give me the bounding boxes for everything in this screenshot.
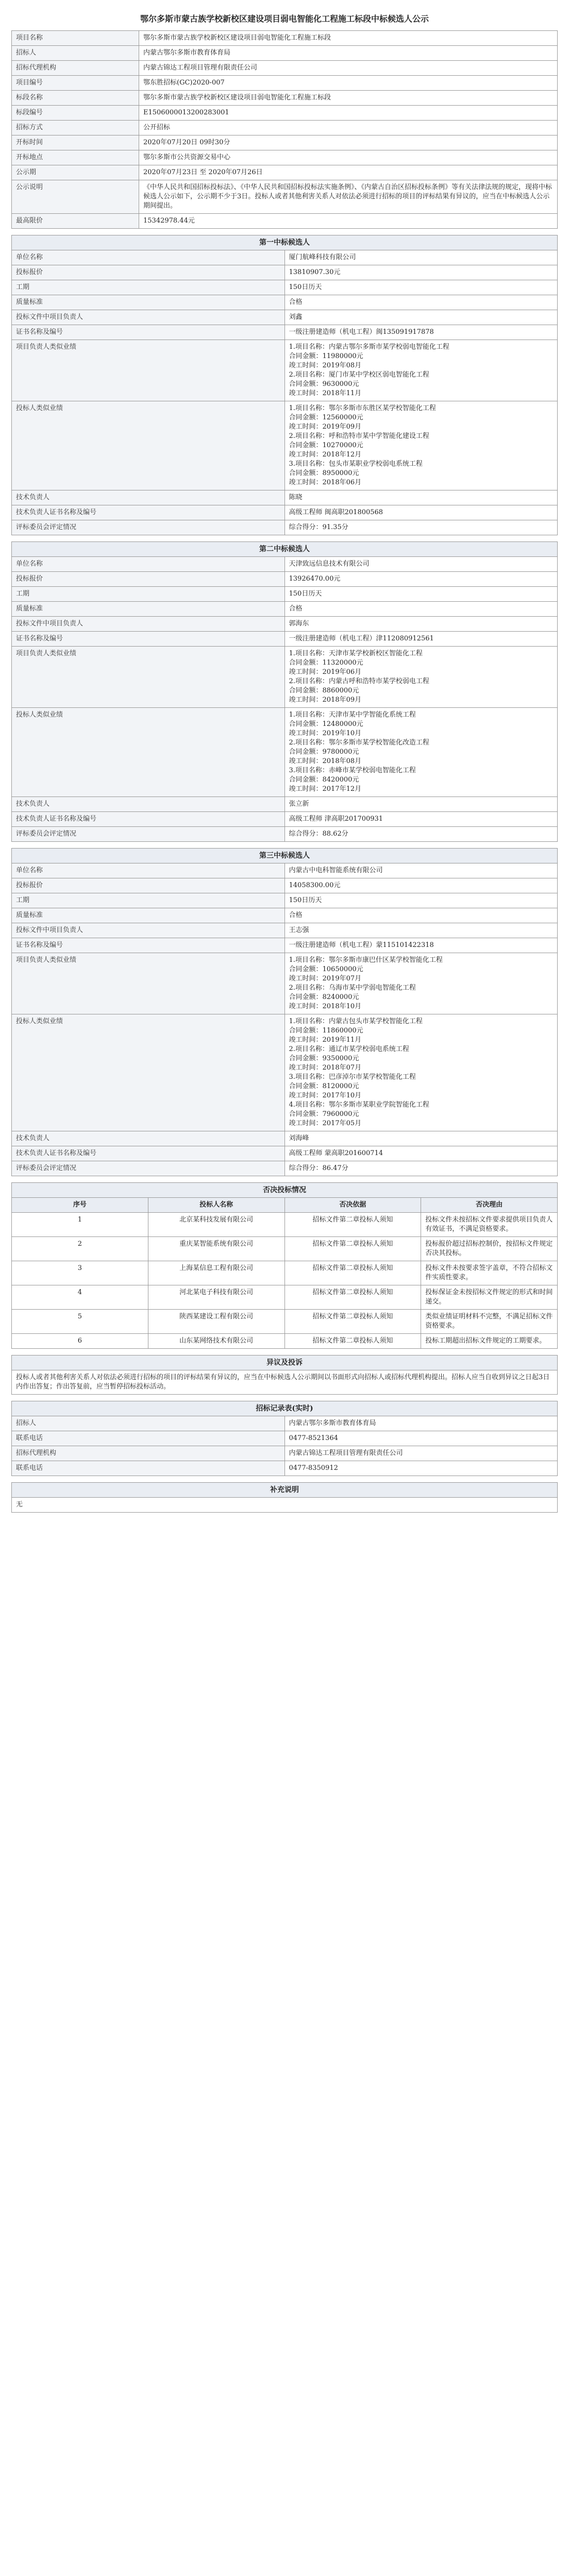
candidate-field-row: [12, 401, 558, 490]
candidate-field-label: 投标人类似业绩: [12, 1014, 285, 1131]
project-field-value: E1506000013200283001: [139, 106, 558, 121]
candidate-field-row: [12, 310, 558, 325]
candidate-field-row: [12, 1146, 558, 1161]
contact-field-value: 内蒙古锦达工程项目管理有限责任公司: [284, 1446, 558, 1461]
contact-field-label: 招标人: [12, 1416, 285, 1431]
candidate-field-value: 内蒙古中电科智能系统有限公司: [284, 863, 558, 878]
candidate-field-row: [12, 1161, 558, 1176]
candidate-field-label: 评标委员会评定情况: [12, 1161, 285, 1176]
rejected-reason: 投标文件未按招标文件要求提供项目负责人有效证书，不满足资格要求。: [421, 1213, 558, 1237]
candidate-field-value: 150日历天: [284, 587, 558, 602]
rejected-no: 1: [12, 1213, 148, 1237]
candidate-field-value: 1.项目名称：内蒙古鄂尔多斯市某学校弱电智能化工程 合同金额：11980000元 竣工时间：2019年08月 2.项目名称：厦门市某中学校区弱电智能化工程 合同金额：9630000元 竣工时间：2018年11月: [284, 340, 558, 401]
candidate-field-row: [12, 938, 558, 953]
footer-table: [11, 1482, 558, 1513]
rejected-no: 6: [12, 1334, 148, 1349]
rejected-name: 上海某信息工程有限公司: [148, 1261, 284, 1285]
candidate-heading: 第三中标候选人: [12, 849, 558, 863]
candidate-field-value: 一级注册建造师（机电工程）闽135091917878: [284, 325, 558, 340]
contact-field-row: [12, 1431, 558, 1446]
candidate-field-label: 单位名称: [12, 863, 285, 878]
candidate-field-value: 合格: [284, 602, 558, 617]
candidates-container: [11, 235, 558, 1176]
rejected-name: 山东某网络技术有限公司: [148, 1334, 284, 1349]
rejected-basis: 招标文件第二章投标人须知: [284, 1285, 421, 1310]
candidate-field-row: [12, 953, 558, 1014]
candidate-field-label: 投标人类似业绩: [12, 708, 285, 797]
candidate-field-value: 合格: [284, 908, 558, 923]
candidate-field-value: 13926470.00元: [284, 572, 558, 587]
candidate-heading: 第一中标候选人: [12, 235, 558, 250]
candidate-field-value: 综合得分：88.62分: [284, 827, 558, 842]
rejected-heading: 否决投标情况: [12, 1183, 558, 1198]
project-field-value: 内蒙古鄂尔多斯市教育体育局: [139, 46, 558, 61]
candidate-field-value: 1.项目名称：鄂尔多斯市康巴什区某学校智能化工程 合同金额：10650000元 竣工时间：2019年07月 2.项目名称：乌海市某中学弱电智能化工程 合同金额：8240000元 竣工时间：2018年10月: [284, 953, 558, 1014]
candidate-field-label: 证书名称及编号: [12, 632, 285, 647]
candidate-field-row: [12, 1131, 558, 1146]
candidate-field-value: 1.项目名称：天津市某中学智能化系统工程 合同金额：12480000元 竣工时间：2019年10月 2.项目名称：鄂尔多斯市某学校智能化改造工程 合同金额：9780000元 竣工时间：2018年08月 3.项目名称：赤峰市某学校弱电智能化工程 合同金额：8420000元 竣工时间：2017年12月: [284, 708, 558, 797]
candidate-field-row: [12, 617, 558, 632]
candidate-field-label: 投标文件中项目负责人: [12, 310, 285, 325]
candidate-field-row: [12, 340, 558, 401]
candidate-field-value: 刘海峰: [284, 1131, 558, 1146]
candidate-field-value: 张立新: [284, 797, 558, 812]
rejected-col-header: 否决依据: [284, 1198, 421, 1213]
rejected-no: 5: [12, 1310, 148, 1334]
candidate-field-label: 工期: [12, 587, 285, 602]
project-field-label: 标段名称: [12, 91, 139, 106]
contact-heading: 招标记录表(实时): [12, 1401, 558, 1416]
candidate-field-row: [12, 878, 558, 893]
candidate-field-row: [12, 708, 558, 797]
rejected-reason: 投标报价超过招标控制价，按招标文件规定否决其投标。: [421, 1237, 558, 1261]
rejected-basis: 招标文件第二章投标人须知: [284, 1261, 421, 1285]
candidate-field-row: [12, 863, 558, 878]
candidate-field-label: 技术负责人: [12, 797, 285, 812]
rejected-name: 北京某科技发展有限公司: [148, 1213, 284, 1237]
candidate-field-value: 13810907.30元: [284, 265, 558, 280]
candidate-field-row: [12, 505, 558, 520]
candidate-field-row: [12, 812, 558, 827]
candidate-field-row: [12, 632, 558, 647]
candidate-field-row: [12, 295, 558, 310]
candidate-field-row: [12, 280, 558, 295]
contact-field-row: [12, 1446, 558, 1461]
contact-field-label: 联系电话: [12, 1461, 285, 1476]
candidate-field-label: 项目负责人类似业绩: [12, 953, 285, 1014]
footer-text: 无: [12, 1498, 558, 1513]
table-row: [12, 1334, 558, 1349]
project-field-label: 项目编号: [12, 76, 139, 91]
contact-field-label: 联系电话: [12, 1431, 285, 1446]
candidate-field-label: 技术负责人: [12, 490, 285, 505]
project-field-value: 2020年07月23日 至 2020年07月26日: [139, 165, 558, 180]
candidate-field-label: 单位名称: [12, 557, 285, 572]
rejected-col-header: 投标人名称: [148, 1198, 284, 1213]
candidate-field-row: [12, 325, 558, 340]
candidate-field-row: [12, 1014, 558, 1131]
candidate-field-label: 投标报价: [12, 265, 285, 280]
contact-field-value: 内蒙古鄂尔多斯市教育体育局: [284, 1416, 558, 1431]
candidate-field-value: 厦门航峰科技有限公司: [284, 250, 558, 265]
project-field-label: 招标代理机构: [12, 61, 139, 76]
candidate-field-row: [12, 647, 558, 708]
candidate-field-label: 工期: [12, 893, 285, 908]
contact-field-value: 0477-8521364: [284, 1431, 558, 1446]
contact-table: [11, 1401, 558, 1476]
rejected-reason: 投标保证金未按招标文件规定的形式和时间递交。: [421, 1285, 558, 1310]
project-field-label: 招标人: [12, 46, 139, 61]
project-field-row: [12, 61, 558, 76]
candidate-field-value: 王志强: [284, 923, 558, 938]
candidate-field-row: [12, 490, 558, 505]
contact-field-row: [12, 1416, 558, 1431]
candidate-field-label: 质量标准: [12, 602, 285, 617]
candidate-field-label: 项目负责人类似业绩: [12, 647, 285, 708]
candidate-field-row: [12, 923, 558, 938]
rejected-table: [11, 1182, 558, 1349]
project-field-row: [12, 150, 558, 165]
candidate-field-value: 150日历天: [284, 280, 558, 295]
project-field-value: 鄂尔多斯市蒙古族学校新校区建设项目弱电智能化工程施工标段: [139, 91, 558, 106]
project-field-label: 招标方式: [12, 121, 139, 135]
candidate-field-value: 合格: [284, 295, 558, 310]
candidate-heading: 第二中标候选人: [12, 542, 558, 557]
complaint-table: [11, 1355, 558, 1395]
candidate-field-label: 项目负责人类似业绩: [12, 340, 285, 401]
rejected-name: 河北某电子科技有限公司: [148, 1285, 284, 1310]
notice-page: [11, 0, 558, 1513]
candidate-field-value: 1.项目名称：内蒙古包头市某学校智能化工程 合同金额：11860000元 竣工时间：2019年11月 2.项目名称：通辽市某学校弱电系统工程 合同金额：9350000元 竣工时间：2018年07月 3.项目名称：巴彦淖尔市某学校智能化工程 合同金额：8120000元 竣工时间：2017年10月 4.项目名称：鄂尔多斯市某职业学院智能化工程 合同金额：7960000元 竣工时间：2017年05月: [284, 1014, 558, 1131]
project-field-value: 15342978.44元: [139, 214, 558, 229]
rejected-name: 陕西某建设工程有限公司: [148, 1310, 284, 1334]
candidate-field-value: 陈晓: [284, 490, 558, 505]
project-field-value: 《中华人民共和国招标投标法》、《中华人民共和国招标投标法实施条例》、《内蒙古自治区招标投标条例》等有关法律法规的规定，现将中标候选人公示如下，公示期不少于3日。投标人或者其他利害关系人对依法必须进行招标的项目的评标结果有异议的，应当在中标候选人公示期间提出。: [139, 180, 558, 214]
candidate-field-label: 质量标准: [12, 908, 285, 923]
table-row: [12, 1213, 558, 1237]
project-field-value: 公开招标: [139, 121, 558, 135]
project-field-row: [12, 106, 558, 121]
project-field-label: 公示说明: [12, 180, 139, 214]
candidate-field-row: [12, 602, 558, 617]
footer-heading: 补充说明: [12, 1483, 558, 1498]
candidate-field-label: 投标人类似业绩: [12, 401, 285, 490]
rejected-name: 重庆某智能系统有限公司: [148, 1237, 284, 1261]
project-field-label: 最高限价: [12, 214, 139, 229]
rejected-basis: 招标文件第二章投标人须知: [284, 1310, 421, 1334]
page-title: 鄂尔多斯市蒙古族学校新校区建设项目弱电智能化工程施工标段中标候选人公示: [140, 14, 429, 24]
candidate-field-value: 1.项目名称：鄂尔多斯市东胜区某学校智能化工程 合同金额：12560000元 竣工时间：2019年09月 2.项目名称：呼和浩特市某中学智能化建设工程 合同金额：10270000元 竣工时间：2018年12月 3.项目名称：包头市某职业学校弱电系统工程 合同金额：8950000元 竣工时间：2018年06月: [284, 401, 558, 490]
candidate-field-value: 综合得分：91.35分: [284, 520, 558, 535]
candidate-field-row: [12, 265, 558, 280]
project-field-row: [12, 31, 558, 46]
project-info-table: [11, 30, 558, 229]
project-field-value: 2020年07月20日 09时30分: [139, 135, 558, 150]
candidate-field-label: 评标委员会评定情况: [12, 520, 285, 535]
project-field-value: 鄂尔多斯市公共资源交易中心: [139, 150, 558, 165]
rejected-basis: 招标文件第二章投标人须知: [284, 1334, 421, 1349]
project-field-label: 标段编号: [12, 106, 139, 121]
project-field-label: 公示期: [12, 165, 139, 180]
candidate-table: [11, 235, 558, 535]
candidate-table: [11, 848, 558, 1176]
candidate-field-value: 高级工程师 闽高职201800568: [284, 505, 558, 520]
rejected-no: 2: [12, 1237, 148, 1261]
project-field-label: 开标地点: [12, 150, 139, 165]
candidate-field-value: 天津致远信息技术有限公司: [284, 557, 558, 572]
rejected-no: 4: [12, 1285, 148, 1310]
candidate-field-label: 技术负责人证书名称及编号: [12, 505, 285, 520]
candidate-field-value: 14058300.00元: [284, 878, 558, 893]
candidate-field-row: [12, 557, 558, 572]
candidate-field-label: 证书名称及编号: [12, 325, 285, 340]
contact-field-label: 招标代理机构: [12, 1446, 285, 1461]
rejected-reason: 投标文件未按要求签字盖章，不符合招标文件实质性要求。: [421, 1261, 558, 1285]
project-field-label: 开标时间: [12, 135, 139, 150]
candidate-field-row: [12, 908, 558, 923]
project-field-label: 项目名称: [12, 31, 139, 46]
candidate-field-label: 投标报价: [12, 878, 285, 893]
project-field-value: 鄂尔多斯市蒙古族学校新校区建设项目弱电智能化工程施工标段: [139, 31, 558, 46]
candidate-field-value: 150日历天: [284, 893, 558, 908]
rejected-col-header: 序号: [12, 1198, 148, 1213]
candidate-field-value: 1.项目名称：天津市某学校新校区智能化工程 合同金额：11320000元 竣工时间：2019年06月 2.项目名称：内蒙古呼和浩特市某学校弱电工程 合同金额：8860000元 竣工时间：2018年09月: [284, 647, 558, 708]
candidate-field-label: 技术负责人证书名称及编号: [12, 1146, 285, 1161]
project-field-row: [12, 91, 558, 106]
table-row: [12, 1237, 558, 1261]
candidate-field-label: 单位名称: [12, 250, 285, 265]
project-field-value: 内蒙古锦达工程项目管理有限责任公司: [139, 61, 558, 76]
candidate-field-value: 综合得分：86.47分: [284, 1161, 558, 1176]
table-row: [12, 1285, 558, 1310]
project-field-row: [12, 46, 558, 61]
rejected-reason: 投标工期超出招标文件规定的工期要求。: [421, 1334, 558, 1349]
project-field-row: [12, 165, 558, 180]
project-field-row: [12, 180, 558, 214]
candidate-field-value: 高级工程师 津高职201700931: [284, 812, 558, 827]
rejected-basis: 招标文件第二章投标人须知: [284, 1237, 421, 1261]
candidate-field-row: [12, 827, 558, 842]
project-field-row: [12, 121, 558, 135]
candidate-field-label: 证书名称及编号: [12, 938, 285, 953]
candidate-field-label: 投标文件中项目负责人: [12, 923, 285, 938]
candidate-field-row: [12, 587, 558, 602]
rejected-no: 3: [12, 1261, 148, 1285]
candidate-field-label: 技术负责人证书名称及编号: [12, 812, 285, 827]
candidate-field-row: [12, 572, 558, 587]
contact-field-row: [12, 1461, 558, 1476]
candidate-field-value: 高级工程师 蒙高职201600714: [284, 1146, 558, 1161]
candidate-field-label: 工期: [12, 280, 285, 295]
project-field-value: 鄂东胜招标(GC)2020-007: [139, 76, 558, 91]
table-row: [12, 1261, 558, 1285]
candidate-field-row: [12, 797, 558, 812]
candidate-field-label: 质量标准: [12, 295, 285, 310]
candidate-field-value: 郭海东: [284, 617, 558, 632]
candidate-field-label: 技术负责人: [12, 1131, 285, 1146]
table-row: [12, 1310, 558, 1334]
candidate-field-label: 投标报价: [12, 572, 285, 587]
complaint-text: 投标人或者其他利害关系人对依法必须进行招标的项目的评标结果有异议的，应当在中标候选人公示期间以书面形式向招标人或招标代理机构提出。招标人应当自收到异议之日起3日内作出答复；作出答复前，应当暂停招标投标活动。: [12, 1370, 558, 1395]
candidate-field-value: 一级注册建造师（机电工程）津112080912561: [284, 632, 558, 647]
candidate-table: [11, 541, 558, 842]
project-field-row: [12, 135, 558, 150]
complaint-heading: 异议及投诉: [12, 1355, 558, 1370]
project-field-row: [12, 76, 558, 91]
candidate-field-value: 刘鑫: [284, 310, 558, 325]
candidate-field-row: [12, 893, 558, 908]
rejected-reason: 类似业绩证明材料不完整，不满足招标文件资格要求。: [421, 1310, 558, 1334]
candidate-field-label: 投标文件中项目负责人: [12, 617, 285, 632]
contact-field-value: 0477-8350912: [284, 1461, 558, 1476]
rejected-col-header: 否决理由: [421, 1198, 558, 1213]
candidate-field-value: 一级注册建造师（机电工程）蒙115101422318: [284, 938, 558, 953]
candidate-field-row: [12, 250, 558, 265]
rejected-basis: 招标文件第二章投标人须知: [284, 1213, 421, 1237]
candidate-field-row: [12, 520, 558, 535]
project-field-row: [12, 214, 558, 229]
candidate-field-label: 评标委员会评定情况: [12, 827, 285, 842]
